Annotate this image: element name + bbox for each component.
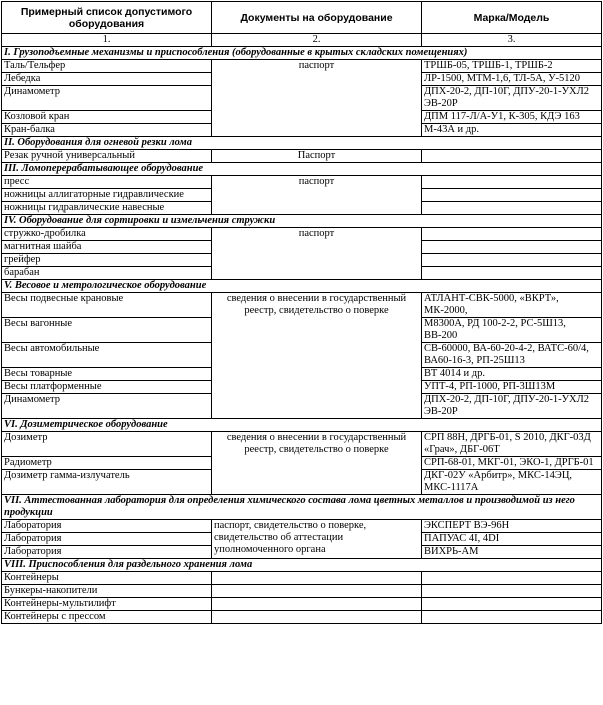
equipment-cell: Лебедка: [2, 73, 212, 86]
equipment-cell: Лаборатория: [2, 546, 212, 559]
header-equipment-list: Примерный список допустимого оборудования: [2, 2, 212, 34]
table-row: [2, 150, 602, 163]
model-cell: [422, 150, 602, 163]
document-cell: паспорт: [212, 176, 422, 215]
header-brand-model: Марка/Модель: [422, 2, 602, 34]
equipment-cell: Весы платформенные: [2, 381, 212, 394]
section-row: [2, 163, 602, 176]
equipment-cell: ножницы аллигаторные гидравлические: [2, 189, 212, 202]
equipment-cell: магнитная шайба: [2, 241, 212, 254]
section-title-5: V. Весовое и метрологическое оборудование: [2, 280, 602, 293]
document-cell: сведения о внесении в государственный реестр, свидетельство о поверке: [212, 293, 422, 419]
model-cell: ВИХРЬ-АМ: [422, 546, 602, 559]
table-row: [2, 611, 602, 624]
equipment-cell: Радиометр: [2, 457, 212, 470]
model-cell: [422, 241, 602, 254]
model-cell: М8300А, РД 100-2-2, РС-5Ш13, ВВ-200: [422, 318, 602, 343]
model-cell: ЭКСПЕРТ ВЭ-96Н: [422, 520, 602, 533]
model-cell: [422, 176, 602, 189]
section-row: [2, 419, 602, 432]
equipment-cell: грейфер: [2, 254, 212, 267]
equipment-cell: Бункеры-накопители: [2, 585, 212, 598]
model-cell: ДПМ 117-Л/А-У1, К-305, КДЭ 163: [422, 111, 602, 124]
model-cell: [422, 267, 602, 280]
equipment-cell: Лаборатория: [2, 533, 212, 546]
table-row: [2, 585, 602, 598]
equipment-cell: Резак ручной универсальный: [2, 150, 212, 163]
header-documents: Документы на оборудование: [212, 2, 422, 34]
model-cell: СРП 88Н, ДРГБ-01, S 2010, ДКГ-03Д «Грач», ДБГ-06Т: [422, 432, 602, 457]
table-row: [2, 598, 602, 611]
equipment-cell: Козловой кран: [2, 111, 212, 124]
column-number-row: [2, 34, 602, 47]
model-cell: [422, 254, 602, 267]
equipment-cell: Весы автомобильные: [2, 343, 212, 368]
document-cell: [212, 598, 422, 611]
equipment-cell: Лаборатория: [2, 520, 212, 533]
document-cell: паспорт: [212, 228, 422, 280]
equipment-cell: ножницы гидравлические навесные: [2, 202, 212, 215]
section-title-1: I. Грузоподъемные механизмы и приспособления (оборудованные в крытых складских помещениях): [2, 47, 602, 60]
equipment-cell: стружко-дробилка: [2, 228, 212, 241]
table-row: [2, 60, 602, 73]
model-cell: [422, 228, 602, 241]
equipment-cell: Таль/Тельфер: [2, 60, 212, 73]
model-cell: [422, 572, 602, 585]
section-title-4: IV. Оборудование для сортировки и измельчения стружки: [2, 215, 602, 228]
section-row: [2, 280, 602, 293]
column-number-3: 3.: [422, 34, 602, 47]
model-cell: М-43А и др.: [422, 124, 602, 137]
section-row: [2, 47, 602, 60]
table-header-row: [2, 2, 602, 34]
section-row: [2, 215, 602, 228]
model-cell: ДПХ-20-2, ДП-10Г, ДПУ-20-1-УХЛ2 ЭВ-20Р: [422, 86, 602, 111]
section-title-2: II. Оборудования для огневой резки лома: [2, 137, 602, 150]
section-row: [2, 559, 602, 572]
equipment-cell: Динамометр: [2, 86, 212, 111]
section-title-7: VII. Аттестованная лаборатория для определения химического состава лома цветных металлов и производимой из него продукции: [2, 495, 602, 520]
model-cell: АТЛАНТ-СВК-5000, «ВКРТ», МК-2000,: [422, 293, 602, 318]
equipment-cell: Дозиметр гамма-излучатель: [2, 470, 212, 495]
section-row: [2, 495, 602, 520]
model-cell: УПТ-4, РП-1000, РП-3Ш13М: [422, 381, 602, 394]
section-row: [2, 137, 602, 150]
equipment-cell: Дозиметр: [2, 432, 212, 457]
table-row: [2, 572, 602, 585]
document-cell: [212, 611, 422, 624]
model-cell: [422, 598, 602, 611]
model-cell: ВТ 4014 и др.: [422, 368, 602, 381]
model-cell: ДПХ-20-2, ДП-10Г, ДПУ-20-1-УХЛ2 ЭВ-20Р: [422, 394, 602, 419]
table-row: [2, 520, 602, 533]
model-cell: ТРШБ-05, ТРШБ-1, ТРШБ-2: [422, 60, 602, 73]
equipment-cell: Контейнеры-мультилифт: [2, 598, 212, 611]
equipment-cell: барабан: [2, 267, 212, 280]
model-cell: СВ-60000, ВА-60-20-4-2, ВАТС-60/4, ВА60-16-3, РП-25Ш13: [422, 343, 602, 368]
model-cell: [422, 202, 602, 215]
table-row: [2, 176, 602, 189]
equipment-cell: Динамометр: [2, 394, 212, 419]
model-cell: [422, 189, 602, 202]
section-title-3: III. Ломоперерабатывающее оборудование: [2, 163, 602, 176]
model-cell: [422, 585, 602, 598]
table-row: [2, 228, 602, 241]
table-row: [2, 432, 602, 457]
equipment-table: [1, 1, 602, 624]
section-title-8: VIII. Приспособления для раздельного хранения лома: [2, 559, 602, 572]
equipment-cell: пресс: [2, 176, 212, 189]
document-cell: сведения о внесении в государственный реестр, свидетельство о поверке: [212, 432, 422, 495]
model-cell: СРП-68-01, МКГ-01, ЭКО-1, ДРГБ-01: [422, 457, 602, 470]
equipment-cell: Весы вагонные: [2, 318, 212, 343]
equipment-cell: Контейнеры: [2, 572, 212, 585]
document-cell: Паспорт: [212, 150, 422, 163]
document-cell: паспорт, свидетельство о поверке, свидетельство об аттестации уполномоченного органа: [212, 520, 422, 559]
model-cell: ДКГ-02У «Арбитр», МКС-14ЭЦ, МКС-1117А: [422, 470, 602, 495]
model-cell: [422, 611, 602, 624]
column-number-2: 2.: [212, 34, 422, 47]
equipment-cell: Кран-балка: [2, 124, 212, 137]
table-row: [2, 293, 602, 318]
document-cell: [212, 572, 422, 585]
model-cell: ЛР-1500, МТМ-1,6, ТЛ-5А, У-5120: [422, 73, 602, 86]
document-cell: паспорт: [212, 60, 422, 137]
column-number-1: 1.: [2, 34, 212, 47]
section-title-6: VI. Дозиметрическое оборудование: [2, 419, 602, 432]
equipment-cell: Контейнеры с прессом: [2, 611, 212, 624]
document-cell: [212, 585, 422, 598]
model-cell: ПАПУАС 4I, 4DI: [422, 533, 602, 546]
equipment-cell: Весы подвесные крановые: [2, 293, 212, 318]
equipment-cell: Весы товарные: [2, 368, 212, 381]
